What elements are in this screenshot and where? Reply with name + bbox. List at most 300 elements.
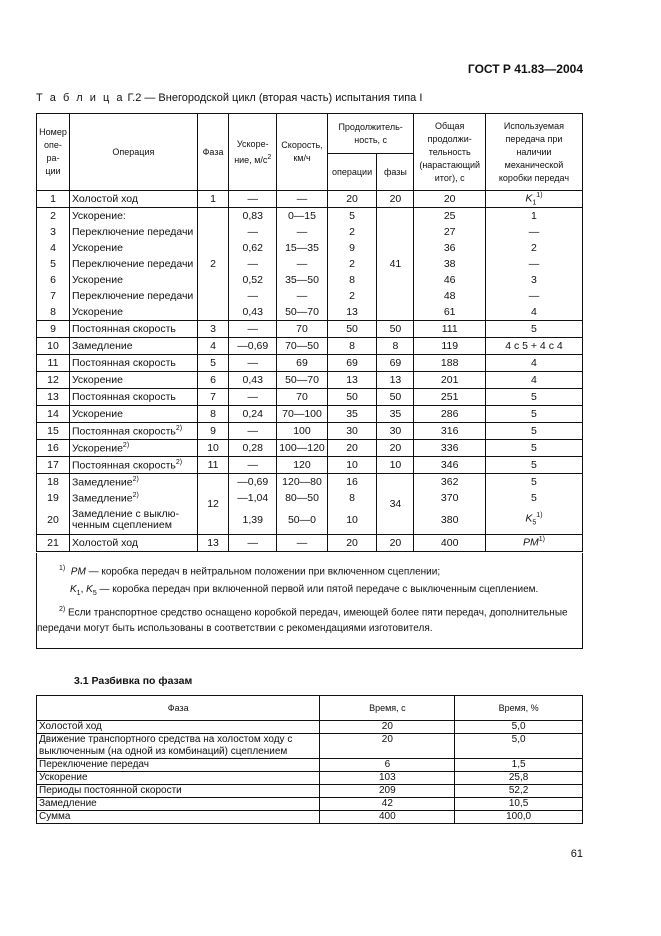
acceleration: —1,04 — [229, 490, 277, 506]
table-row — [37, 772, 583, 785]
phase-number: 1 — [197, 191, 228, 208]
total-duration: 36 — [414, 240, 485, 256]
operation-name — [69, 272, 197, 288]
table-row — [37, 721, 583, 734]
operation-duration: 20 — [327, 440, 377, 457]
operation-name — [69, 191, 197, 208]
operation-label: Переключение передачи — [71, 258, 194, 270]
table-row — [37, 440, 583, 457]
phase-number: 5 — [197, 355, 228, 372]
phase-number: 11 — [197, 457, 228, 474]
operation-number: 3 — [37, 224, 70, 240]
table-row — [37, 256, 583, 272]
gear — [485, 338, 582, 355]
speed: 100—120 — [277, 440, 328, 457]
operation-label: Ускорение: — [71, 210, 126, 222]
phase-name: Холостой ход — [37, 721, 320, 734]
gear-sub: 5 — [532, 520, 537, 528]
acceleration: — — [229, 389, 277, 406]
gear — [485, 440, 582, 457]
table-row — [37, 406, 583, 423]
phase-duration: 20 — [377, 440, 414, 457]
footnote-ref: 1) — [538, 536, 545, 544]
gear-value: 3 — [531, 274, 537, 286]
table-row — [37, 321, 583, 338]
gear-value: K — [525, 192, 533, 205]
gear — [485, 191, 582, 208]
operation-duration: 9 — [327, 240, 377, 256]
col-total: Общая продолжи-тельность (нарастающий итог), с — [414, 114, 485, 191]
gear — [485, 490, 582, 506]
gear — [485, 240, 582, 256]
gear — [485, 288, 582, 304]
footnote-1-text: — коробка передач в нейтральном положении при включенном сцеплении; — [85, 566, 441, 578]
col-number: Номер опе-ра-ции — [37, 114, 70, 191]
operation-duration: 2 — [327, 224, 377, 240]
operation-number: 2 — [37, 208, 70, 225]
phase-name: Переключение передач — [37, 759, 320, 772]
operation-number: 19 — [37, 490, 70, 506]
total-duration: 27 — [414, 224, 485, 240]
total-duration: 251 — [414, 389, 485, 406]
table-row — [37, 811, 583, 824]
gear — [485, 474, 582, 491]
speed: 80—50 — [277, 490, 328, 506]
phase-number: 13 — [197, 534, 228, 551]
gear-value: 5 — [531, 492, 537, 504]
table-row — [37, 240, 583, 256]
footnote-k1: K — [70, 584, 77, 596]
operation-duration: 35 — [327, 406, 377, 423]
cycle-table — [36, 113, 583, 552]
table-row — [37, 272, 583, 288]
acceleration: —0,69 — [229, 474, 277, 491]
table-row — [37, 338, 583, 355]
operation-duration: 20 — [327, 534, 377, 551]
operation-number: 11 — [37, 355, 70, 372]
operation-name — [69, 208, 197, 225]
operation-name — [69, 355, 197, 372]
operation-name — [69, 321, 197, 338]
operation-number: 16 — [37, 440, 70, 457]
time-seconds: 6 — [320, 759, 455, 772]
section-title: 3.1 Разбивка по фазам — [74, 675, 193, 687]
table-row — [37, 506, 583, 534]
total-duration: 286 — [414, 406, 485, 423]
operation-name — [69, 490, 197, 506]
operation-name — [69, 406, 197, 423]
operation-duration: 13 — [327, 372, 377, 389]
phase-duration: 34 — [377, 474, 414, 535]
footnote-ref: 1) — [536, 191, 543, 199]
footnote-k5: K — [86, 584, 93, 596]
operation-label: Ускорение — [71, 374, 123, 386]
gear-value: 4 — [531, 306, 537, 318]
operation-duration: 8 — [327, 490, 377, 506]
gear-value: 5 — [531, 323, 537, 335]
operation-number: 12 — [37, 372, 70, 389]
operation-number: 13 — [37, 389, 70, 406]
phase-number: 2 — [197, 208, 228, 321]
operation-label: Холостой ход — [71, 536, 138, 549]
operation-name — [69, 423, 197, 440]
operation-label: Ускорение — [71, 442, 123, 455]
total-duration: 346 — [414, 457, 485, 474]
operation-label: Ускорение — [71, 274, 123, 286]
operation-label: Переключение передачи — [71, 290, 194, 302]
total-duration: 362 — [414, 474, 485, 491]
col-acceleration — [229, 114, 277, 191]
gear-value: 4 — [531, 374, 537, 386]
table-row — [37, 355, 583, 372]
speed: 70—100 — [277, 406, 328, 423]
phase-number: 9 — [197, 423, 228, 440]
phase-duration: 50 — [377, 321, 414, 338]
acceleration: — — [229, 191, 277, 208]
operation-duration: 20 — [327, 191, 377, 208]
speed: — — [277, 534, 328, 551]
phase-duration: 13 — [377, 372, 414, 389]
col-time-s: Время, с — [320, 696, 455, 721]
time-seconds: 20 — [320, 734, 455, 759]
total-duration: 188 — [414, 355, 485, 372]
col-speed: Скорость, км/ч — [277, 114, 328, 191]
table-row — [37, 457, 583, 474]
total-duration: 380 — [414, 506, 485, 534]
table-row — [37, 191, 583, 208]
table-row — [37, 490, 583, 506]
gear-sub: 1 — [532, 199, 537, 207]
gear — [485, 208, 582, 225]
operation-label: Постоянная скорость — [71, 459, 176, 472]
acceleration: 0,62 — [229, 240, 277, 256]
col-time-pct: Время, % — [455, 696, 583, 721]
col-duration: Продолжитель-ность, с — [327, 114, 414, 154]
operation-name — [69, 372, 197, 389]
table-row — [37, 474, 583, 491]
phase-duration: 8 — [377, 338, 414, 355]
operation-label: Ускорение — [71, 306, 123, 318]
acceleration: 0,43 — [229, 304, 277, 321]
acceleration: 0,24 — [229, 406, 277, 423]
col-phase: Фаза — [197, 114, 228, 191]
col-phase: Фаза — [37, 696, 320, 721]
operation-name — [69, 224, 197, 240]
operation-label: Замедление с выклю-ченным сцеплением — [71, 507, 179, 531]
footnote-mark: 2) — [59, 606, 66, 614]
footnote-pm: PM — [70, 566, 86, 578]
gear — [485, 272, 582, 288]
operation-duration: 8 — [327, 338, 377, 355]
time-seconds: 42 — [320, 798, 455, 811]
speed: 50—70 — [277, 372, 328, 389]
table-row — [37, 372, 583, 389]
time-seconds: 20 — [320, 721, 455, 734]
gear-value: 2 — [531, 242, 537, 254]
operation-number: 7 — [37, 288, 70, 304]
operation-duration: 2 — [327, 288, 377, 304]
speed: 35—50 — [277, 272, 328, 288]
gear-value: 5 — [531, 442, 537, 454]
phase-duration: 50 — [377, 389, 414, 406]
operation-number: 17 — [37, 457, 70, 474]
gear-value: K — [525, 512, 533, 525]
operation-label: Постоянная скорость — [71, 323, 176, 335]
table-row — [37, 224, 583, 240]
table-row — [37, 734, 583, 759]
operation-number: 18 — [37, 474, 70, 491]
acceleration: 0,43 — [229, 372, 277, 389]
total-duration: 61 — [414, 304, 485, 321]
total-duration: 336 — [414, 440, 485, 457]
operation-duration: 50 — [327, 321, 377, 338]
footnote-1b-text: — коробка передач при включенной первой или пятой передаче с выключенным сцеплением. — [96, 584, 539, 596]
operation-label: Постоянная скорость — [71, 357, 176, 369]
gear — [485, 224, 582, 240]
time-seconds: 103 — [320, 772, 455, 785]
table-footnotes: $^{1)}$ PM — коробка передач в нейтральном положении при включенном сцеплении; $K_1$, $K_5$ — коробка передач при включенной первой или пятой передаче с выключенным сцеплением. $^{2)}$ Если транспортное средство оснащено коробкой передач, имеющей более пяти передач, дополнительные передачи могут быть использованы в соответствии с рекомендациями изготовителя. — [36, 553, 583, 649]
gear — [485, 389, 582, 406]
operation-duration: 30 — [327, 423, 377, 440]
time-percent: 52,2 — [455, 785, 583, 798]
phase-duration: 41 — [377, 208, 414, 321]
gear — [485, 355, 582, 372]
gear-value: — — [528, 226, 540, 238]
gear-value: 5 — [531, 476, 537, 488]
operation-duration: 5 — [327, 208, 377, 225]
table-row — [37, 785, 583, 798]
acceleration: — — [229, 224, 277, 240]
operation-number: 9 — [37, 321, 70, 338]
footnote-ref: 2) — [122, 441, 130, 449]
gear — [485, 457, 582, 474]
footnote-ref: 1) — [536, 512, 543, 520]
footnote-k1-sub: 1 — [76, 590, 81, 598]
operation-duration: 16 — [327, 474, 377, 491]
operation-number: 5 — [37, 256, 70, 272]
total-duration: 400 — [414, 534, 485, 551]
table-row — [37, 304, 583, 321]
total-duration: 370 — [414, 490, 485, 506]
phase-name: Ускорение — [37, 772, 320, 785]
acceleration: — — [229, 256, 277, 272]
operation-duration: 2 — [327, 256, 377, 272]
speed: — — [277, 191, 328, 208]
acceleration: — — [229, 321, 277, 338]
acceleration: 0,52 — [229, 272, 277, 288]
col-duration-phase: фазы — [377, 154, 414, 191]
time-seconds: 400 — [320, 811, 455, 824]
gear-value: — — [528, 258, 540, 270]
table-row — [37, 423, 583, 440]
time-seconds: 209 — [320, 785, 455, 798]
phase-number: 8 — [197, 406, 228, 423]
acceleration: — — [229, 355, 277, 372]
phase-duration: 69 — [377, 355, 414, 372]
speed: — — [277, 224, 328, 240]
gear — [485, 372, 582, 389]
gear-value: — — [528, 290, 540, 302]
operation-name — [69, 534, 197, 551]
gear — [485, 506, 582, 534]
table-caption — [36, 92, 422, 104]
gear-value: 4 с 5 + 4 с 4 — [505, 340, 563, 352]
gear-value: 5 — [531, 391, 537, 403]
table-row — [37, 208, 583, 225]
total-duration: 111 — [414, 321, 485, 338]
footnote-ref: 2) — [132, 491, 139, 499]
acceleration: — — [229, 457, 277, 474]
total-duration: 38 — [414, 256, 485, 272]
phase-name: Сумма — [37, 811, 320, 824]
operation-name — [69, 338, 197, 355]
operation-name — [69, 304, 197, 321]
operation-number: 20 — [37, 506, 70, 534]
acceleration: — — [229, 534, 277, 551]
operation-name — [69, 240, 197, 256]
operation-number: 14 — [37, 406, 70, 423]
operation-label: Замедление — [71, 476, 133, 489]
acceleration: — — [229, 423, 277, 440]
speed: 120—80 — [277, 474, 328, 491]
time-percent: 5,0 — [455, 734, 583, 759]
time-percent: 5,0 — [455, 721, 583, 734]
acceleration: 0,28 — [229, 440, 277, 457]
operation-label: Замедление — [71, 492, 133, 505]
gear — [485, 256, 582, 272]
phase-number: 10 — [197, 440, 228, 457]
operation-number: 21 — [37, 534, 70, 551]
operation-label: Постоянная скорость — [71, 425, 176, 438]
phase-number: 4 — [197, 338, 228, 355]
operation-duration: 8 — [327, 272, 377, 288]
operation-duration: 69 — [327, 355, 377, 372]
phase-number: 7 — [197, 389, 228, 406]
phase-name: Периоды постоянной скорости — [37, 785, 320, 798]
speed: — — [277, 256, 328, 272]
operation-name — [69, 457, 197, 474]
operation-name — [69, 440, 197, 457]
table-row — [37, 759, 583, 772]
phase-number: 6 — [197, 372, 228, 389]
phase-duration: 20 — [377, 534, 414, 551]
operation-name — [69, 256, 197, 272]
operation-label: Холостой ход — [71, 193, 138, 205]
operation-name — [69, 288, 197, 304]
speed: 15—35 — [277, 240, 328, 256]
col-gear: Используемая передача при наличии механической коробки передач — [485, 114, 582, 191]
total-duration: 48 — [414, 288, 485, 304]
gear — [485, 304, 582, 321]
speed: 50—70 — [277, 304, 328, 321]
operation-duration: 13 — [327, 304, 377, 321]
phase-name: Замедление — [37, 798, 320, 811]
gear-value: 1 — [531, 210, 537, 222]
operation-label: Ускорение — [71, 408, 123, 420]
operation-number: 6 — [37, 272, 70, 288]
operation-label: Замедление — [71, 340, 133, 352]
footnote-2-text: Если транспортное средство оснащено коробкой передач, имеющей более пяти передач, дополнительные передачи могут быть использованы в соответствии с рекомендациями изготовителя. — [37, 607, 568, 634]
speed: 0—15 — [277, 208, 328, 225]
total-duration: 316 — [414, 423, 485, 440]
time-percent: 1,5 — [455, 759, 583, 772]
time-percent: 100,0 — [455, 811, 583, 824]
total-duration: 201 — [414, 372, 485, 389]
page-number: 61 — [570, 848, 583, 860]
time-percent: 10,5 — [455, 798, 583, 811]
acceleration: 1,39 — [229, 506, 277, 534]
operation-name — [69, 389, 197, 406]
speed: 69 — [277, 355, 328, 372]
operation-label: Переключение передачи — [71, 226, 194, 238]
phase-number: 3 — [197, 321, 228, 338]
operation-number: 1 — [37, 191, 70, 208]
speed: 100 — [277, 423, 328, 440]
gear-value: PM — [522, 536, 539, 549]
phase-duration: 30 — [377, 423, 414, 440]
speed: 120 — [277, 457, 328, 474]
total-duration: 119 — [414, 338, 485, 355]
acceleration: — — [229, 288, 277, 304]
operation-number: 10 — [37, 338, 70, 355]
gear — [485, 406, 582, 423]
phase-name: Движение транспортного средства на холостом ходу с выключенным (на одной из комбинаций) сцеплением — [37, 734, 320, 759]
gear-value: 4 — [531, 357, 537, 369]
phase-duration: 10 — [377, 457, 414, 474]
table-row — [37, 534, 583, 551]
speed: 70—50 — [277, 338, 328, 355]
table-row — [37, 288, 583, 304]
operation-label: Постоянная скорость — [71, 391, 176, 403]
caption-label: Т а б л и ц а — [36, 92, 125, 104]
total-duration: 46 — [414, 272, 485, 288]
footnote-mark: 1) — [59, 565, 66, 572]
col-operation: Операция — [69, 114, 197, 191]
speed: 70 — [277, 321, 328, 338]
phase-duration: 35 — [377, 406, 414, 423]
time-percent: 25,8 — [455, 772, 583, 785]
gear — [485, 534, 582, 551]
footnote-ref: 2) — [175, 458, 183, 466]
speed: — — [277, 288, 328, 304]
col-acceleration-label: Ускоре-ние, м/с — [234, 138, 269, 165]
table-row — [37, 389, 583, 406]
gear-value: 5 — [531, 408, 537, 420]
gear — [485, 423, 582, 440]
gear-value: 5 — [531, 425, 537, 437]
footnote-ref: 2) — [132, 475, 139, 483]
phase-breakdown-table — [36, 695, 583, 824]
col-duration-operation: операции — [327, 154, 377, 191]
table-row — [37, 798, 583, 811]
operation-number: 15 — [37, 423, 70, 440]
operation-number: 4 — [37, 240, 70, 256]
operation-duration: 50 — [327, 389, 377, 406]
operation-name — [69, 506, 197, 534]
footnote-ref: 2) — [175, 424, 183, 432]
col-acceleration-sup: 2 — [267, 153, 272, 161]
operation-name — [69, 474, 197, 491]
caption-text: Г.2 — Внегородской цикл (вторая часть) испытания типа I — [127, 92, 423, 104]
operation-duration: 10 — [327, 506, 377, 534]
acceleration: 0,83 — [229, 208, 277, 225]
speed: 70 — [277, 389, 328, 406]
standard-header: ГОСТ Р 41.83—2004 — [467, 62, 583, 76]
phase-number: 12 — [197, 474, 228, 535]
total-duration: 20 — [414, 191, 485, 208]
acceleration: —0,69 — [229, 338, 277, 355]
gear — [485, 321, 582, 338]
